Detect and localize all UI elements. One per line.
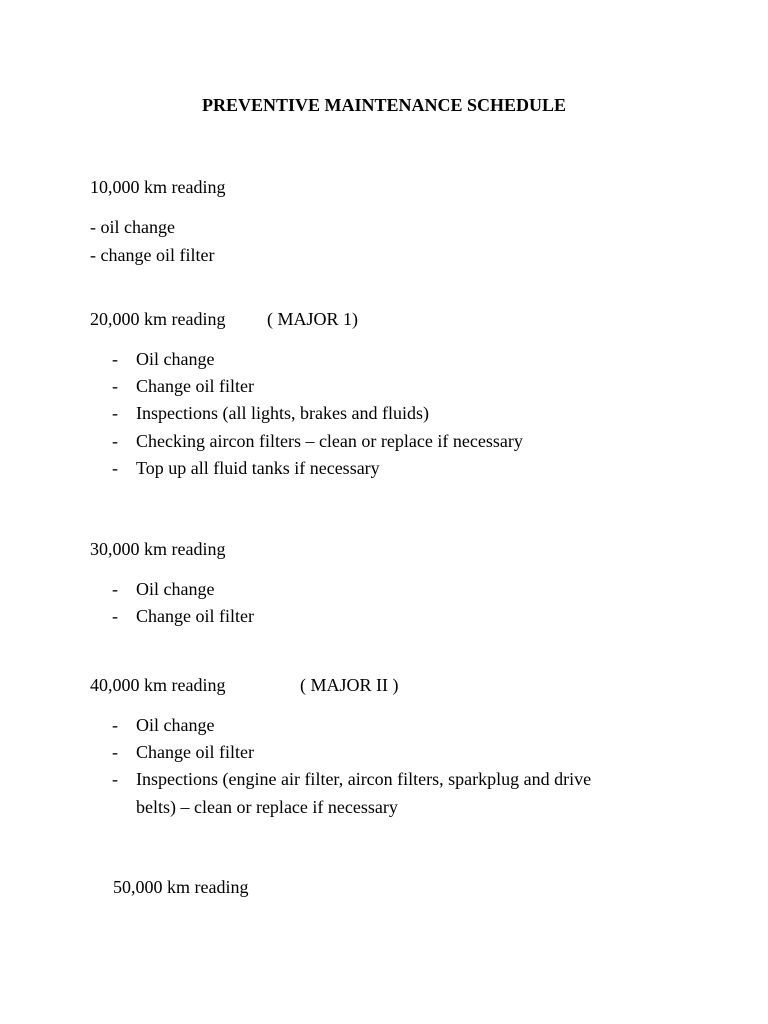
section-heading-40k: 40,000 km reading (90, 675, 226, 695)
list-item: Oil change (136, 715, 215, 735)
section-heading-30k: 30,000 km reading (90, 539, 226, 559)
section-tag-major-2: ( MAJOR II ) (300, 675, 399, 695)
bullet-marker: - (112, 769, 118, 789)
list-item: Oil change (136, 579, 215, 599)
list-item: Inspections (engine air filter, aircon filters, sparkplug and drive (136, 769, 592, 789)
list-item: - change oil filter (90, 245, 215, 265)
bullet-marker: - (112, 606, 118, 626)
bullet-marker: - (112, 715, 118, 735)
section-heading-50k: 50,000 km reading (113, 877, 249, 897)
list-item: Change oil filter (136, 376, 254, 396)
bullet-marker: - (112, 376, 118, 396)
bullet-marker: - (112, 349, 118, 369)
list-item-continuation: belts) – clean or replace if necessary (136, 797, 398, 817)
bullet-marker: - (112, 579, 118, 599)
bullet-marker: - (112, 431, 118, 451)
bullet-marker: - (112, 742, 118, 762)
list-item: Oil change (136, 349, 215, 369)
list-item: Top up all fluid tanks if necessary (136, 458, 380, 478)
page-title: PREVENTIVE MAINTENANCE SCHEDULE (201, 95, 567, 115)
bullet-marker: - (112, 403, 118, 423)
list-item: - oil change (90, 217, 175, 237)
bullet-marker: - (112, 458, 118, 478)
list-item: Checking aircon filters – clean or replace if necessary (136, 431, 523, 451)
section-heading-20k: 20,000 km reading (90, 309, 226, 329)
list-item: Change oil filter (136, 606, 254, 626)
section-tag-major-1: ( MAJOR 1) (267, 309, 359, 329)
list-item: Change oil filter (136, 742, 254, 762)
list-item: Inspections (all lights, brakes and fluids) (136, 403, 429, 423)
section-heading-10k: 10,000 km reading (90, 177, 226, 197)
